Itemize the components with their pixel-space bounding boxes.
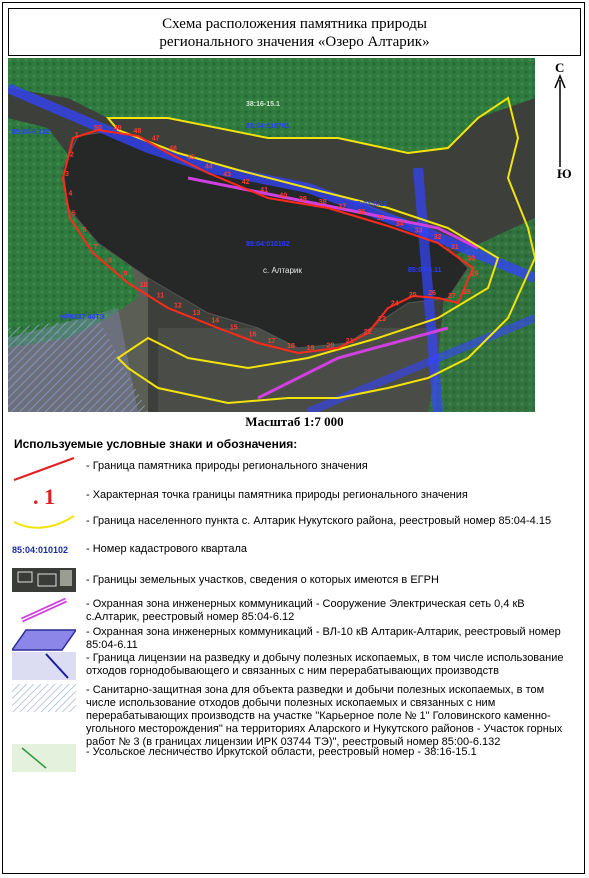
legend-text: - Охранная зона инженерных коммуникаций - Сооружение Электрическая сеть 0,4 кВ с.Алтарик, реестровый номер 85:04-6.12 [86, 598, 525, 623]
legend-heading: Используемые условные знаки и обозначения: [14, 437, 298, 451]
title-line-1: Схема расположения памятника природы [162, 16, 427, 32]
boundary-point-label: 49 [113, 125, 122, 132]
cadastral-sample: 85:04:010102 [12, 545, 69, 555]
boundary-point-label: 20 [326, 342, 335, 350]
boundary-point-label: 6 [82, 227, 87, 235]
map-svg [8, 58, 535, 412]
boundary-point-label: 41 [260, 186, 268, 194]
forestry-icon [12, 744, 76, 772]
legend-text: - Санитарно-защитная зона для объекта разведки и добычи полезных ископаемых, в том числе использование отходов добычи полезных ископаемых и связанных с ним перерабатывающих производств на участке "Карьерное поле № 1" Головинского каменно-угольного месторождения" на территориях Аларского и Нукутского районов - Участок горных работ № 3 (в границах лицензии ИРК 03744 ТЭ)", реестровый номер 85:00-6.132 [86, 684, 563, 748]
boundary-point-label: 40 [279, 192, 288, 200]
boundary-point-label: 9 [123, 270, 128, 278]
boundary-point-label: 21 [345, 338, 354, 346]
boundary-point-label: 22 [363, 329, 372, 337]
boundary-point-label: 39 [299, 195, 307, 203]
legend-text: - Номер кадастрового квартала [86, 543, 247, 555]
boundary-point-label: 19 [306, 345, 315, 353]
boundary-point-label: 34 [395, 221, 404, 228]
point-sample: . 1 [33, 484, 55, 509]
label-village: с. Алтарик [263, 266, 302, 275]
boundary-point-label: 1 [74, 132, 79, 139]
title-box [8, 8, 581, 56]
boundary-point-label: 37 [338, 203, 347, 211]
label-license: ИРК037 44ТЭ [60, 314, 105, 321]
boundary-point-label: 47 [151, 135, 160, 143]
boundary-point-label: 44 [204, 163, 213, 171]
boundary-point-label: 32 [433, 233, 442, 241]
boundary-point-label: 17 [267, 337, 276, 345]
boundary-point-label: 14 [211, 317, 219, 325]
label-forest: 38:16-15.1 [246, 101, 280, 108]
boundary-point-label: 29 [470, 270, 479, 278]
label-zone-6132: 85:00-6.132 [12, 129, 50, 136]
legend-text: - Охранная зона инженерных коммуникаций - ВЛ-10 кВ Алтарик-Алтарик, реестровый номер 85:04-6.11 [86, 626, 561, 651]
north-arrow [540, 58, 580, 183]
boundary-point-label: 27 [448, 293, 456, 300]
boundary-point-label: 28 [463, 289, 471, 296]
boundary-point-label: 26 [428, 290, 436, 298]
boundary-point-label: 48 [133, 128, 142, 135]
land-plots-icon [12, 566, 76, 594]
boundary-point-label: 35 [376, 215, 385, 222]
boundary-point-label: 45 [187, 154, 195, 162]
boundary-point-label: 30 [467, 255, 475, 263]
boundary-point-label: 43 [223, 171, 231, 179]
boundary-point-label: 13 [192, 310, 201, 317]
boundary-point-label: 18 [287, 342, 295, 350]
boundary-point-label: 31 [450, 243, 459, 251]
legend-text: - Границы земельных участков, сведения о которых имеются в ЕГРН [86, 574, 439, 586]
boundary-point-label: 11 [156, 292, 165, 300]
hatch-zone-icon [12, 684, 76, 712]
boundary-point-label: 25 [408, 291, 417, 299]
compass-south: Ю [557, 166, 572, 181]
license-boundary-icon [12, 652, 76, 680]
boundary-point-label: 5 [71, 210, 76, 218]
label-zone-612: 85:04-6.12 [353, 201, 387, 208]
legend-text: - Усольское лесничество Иркутской области, реестровый номер - 38:16-15.1 [86, 746, 477, 758]
boundary-point-label: 4 [68, 190, 73, 198]
boundary-point-label: 8 [108, 257, 113, 265]
boundary-point-label: 24 [390, 300, 399, 308]
boundary-point-label: 38 [318, 199, 327, 207]
title-line-2: регионального значения «Озеро Алтарик» [159, 34, 430, 50]
legend-text: - Граница населенного пункта с. Алтарик Нукутского района, реестровый номер 85:04-4.15 [86, 515, 552, 527]
purple-zone-icon [12, 596, 76, 624]
boundary-point-label: 23 [378, 315, 386, 323]
boundary-point-label: 36 [357, 209, 366, 217]
scale-label: Масштаб 1:7 000 [245, 414, 344, 429]
boundary-point-label: 42 [241, 179, 250, 187]
boundary-point-label: 12 [174, 302, 182, 310]
legend-text: - Характерная точка границы памятника природы регионального значения [86, 489, 468, 501]
satellite-map[interactable] [8, 58, 535, 412]
boundary-point-label: 3 [65, 170, 69, 178]
boundary-point-label: 10 [139, 282, 148, 290]
legend-text: - Граница памятника природы регионального значения [86, 460, 368, 472]
boundary-point-label: 15 [229, 324, 238, 332]
red-line-icon [12, 456, 76, 484]
boundary-point-label: 16 [248, 331, 257, 339]
boundary-point-label: 2 [69, 151, 74, 159]
boundary-point-label: 33 [414, 227, 423, 235]
legend-text: - Граница лицензии на разведку и добычу полезных ископаемых, в том числе использование отходов горнодобывающего и связанных с ним перерабатывающих производств [86, 652, 564, 677]
boundary-point-label: 7 [93, 243, 98, 251]
label-zone-611: 85:04-6.11 [408, 267, 442, 274]
compass-north: С [555, 60, 565, 75]
yellow-line-icon [12, 512, 76, 540]
blue-zone-icon [12, 624, 76, 652]
boundary-point-label: 46 [169, 145, 177, 153]
label-lake-quarter: 85:04:010102 [246, 241, 290, 248]
boundary-point-label: 50 [94, 124, 102, 132]
label-north-quarter: 85:04:010701 [246, 123, 290, 130]
